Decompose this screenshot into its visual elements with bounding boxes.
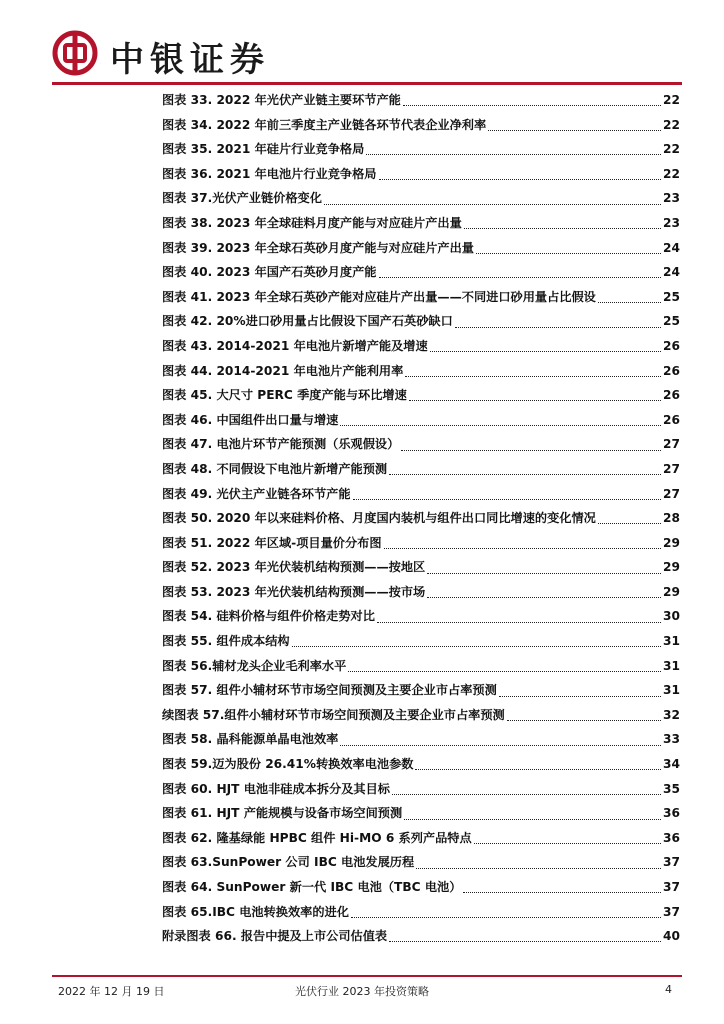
toc-entry-title: 图表 43. 2014-2021 年电池片新增产能及增速: [162, 338, 428, 353]
toc-entry-page: 26: [663, 338, 680, 353]
toc-entry-page: 32: [663, 707, 680, 722]
toc-dot-leader: [379, 276, 662, 278]
toc-entry-title: 图表 60. HJT 电池非硅成本拆分及其目标: [162, 781, 390, 796]
toc-entry-page: 31: [663, 658, 680, 673]
toc-dot-leader: [340, 424, 661, 426]
toc-dot-leader: [340, 744, 661, 746]
footer-divider: [52, 975, 682, 977]
toc-entry-title: 图表 41. 2023 年全球石英砂产能对应硅片产出量——不同进口砂用量占比假设: [162, 289, 596, 304]
toc-entry-page: 22: [663, 93, 680, 107]
toc-entry-title: 附录图表 66. 报告中提及上市公司估值表: [162, 929, 388, 944]
toc-entry-title: 图表 62. 隆基绿能 HPBC 组件 Hi-MO 6 系列产品特点: [162, 830, 472, 845]
toc-entry[interactable]: [162, 900, 680, 925]
toc-entry[interactable]: [162, 875, 680, 900]
toc-entry[interactable]: [162, 236, 680, 261]
toc-entry-title: 图表 61. HJT 产能规模与设备市场空间预测: [162, 806, 403, 821]
toc-dot-leader: [430, 350, 661, 352]
toc-dot-leader: [598, 301, 661, 303]
toc-entry-page: 27: [663, 437, 680, 452]
toc-entry[interactable]: [162, 137, 680, 162]
toc-entry-title: 图表 44. 2014-2021 年电池片产能利用率: [162, 363, 404, 378]
toc-entry-page: 27: [663, 461, 680, 476]
toc-entry-page: 29: [663, 535, 680, 550]
toc-dot-leader: [405, 375, 661, 377]
toc-entry[interactable]: [162, 186, 680, 211]
toc-dot-leader: [384, 547, 661, 549]
footer-page-number: 4: [665, 983, 672, 996]
toc-entry-title: 图表 59.迈为股份 26.41%转换效率电池参数: [162, 757, 414, 772]
footer-document-title: 光伏行业 2023 年投资策略: [295, 985, 429, 998]
toc-entry-title: 图表 45. 大尺寸 PERC 季度产能与环比增速: [162, 388, 407, 403]
toc-dot-leader: [351, 916, 661, 918]
toc-entry-page: 33: [663, 732, 680, 747]
toc-entry[interactable]: [162, 924, 680, 949]
toc-entry[interactable]: [162, 383, 680, 408]
footer-date: 2022 年 12 月 19 日: [58, 985, 165, 998]
toc-entry-title: 图表 52. 2023 年光伏装机结构预测——按地区: [162, 560, 426, 575]
toc-dot-leader: [488, 129, 661, 131]
toc-entry[interactable]: [162, 334, 680, 359]
toc-entry-title: 图表 57. 组件小辅材环节市场空间预测及主要企业市占率预测: [162, 683, 497, 698]
toc-dot-leader: [464, 227, 661, 229]
toc-entry-title: 图表 48. 不同假设下电池片新增产能预测: [162, 461, 388, 476]
toc-entry[interactable]: [162, 506, 680, 531]
toc-entry-title: 图表 55. 组件成本结构: [162, 634, 290, 649]
toc-entry[interactable]: [162, 211, 680, 236]
toc-entry-title: 图表 36. 2021 年电池片行业竞争格局: [162, 166, 377, 181]
toc-entry-page: 28: [663, 511, 680, 526]
toc-entry[interactable]: [162, 408, 680, 433]
toc-entry-page: 24: [663, 240, 680, 255]
toc-dot-leader: [348, 670, 661, 672]
toc-entry[interactable]: [162, 826, 680, 851]
toc-entry-title: 图表 65.IBC 电池转换效率的进化: [162, 904, 349, 919]
toc-entry[interactable]: [162, 531, 680, 556]
toc-dot-leader: [389, 473, 661, 475]
page-header: [52, 30, 672, 80]
toc-entry[interactable]: [162, 752, 680, 777]
toc-entry-page: 29: [663, 584, 680, 599]
toc-entry-page: 26: [663, 412, 680, 427]
toc-entry[interactable]: [162, 457, 680, 482]
toc-entry-page: 23: [663, 215, 680, 230]
toc-dot-leader: [427, 572, 661, 574]
toc-entry-title: 图表 34. 2022 年前三季度主产业链各环节代表企业净利率: [162, 117, 487, 132]
toc-dot-leader: [499, 695, 661, 697]
toc-entry[interactable]: [162, 482, 680, 507]
toc-entry[interactable]: [162, 285, 680, 310]
toc-entry-page: 26: [663, 363, 680, 378]
toc-dot-leader: [389, 940, 661, 942]
toc-entry-page: 31: [663, 634, 680, 649]
toc-dot-leader: [379, 178, 662, 180]
toc-entry[interactable]: [162, 678, 680, 703]
bank-of-china-logo-icon: [52, 30, 98, 76]
toc-entry[interactable]: [162, 432, 680, 457]
table-of-figures: [162, 88, 680, 949]
toc-entry-page: 35: [663, 781, 680, 796]
toc-entry[interactable]: [162, 654, 680, 679]
toc-entry-title: 图表 39. 2023 年全球石英砂月度产能与对应硅片产出量: [162, 240, 474, 255]
toc-dot-leader: [476, 252, 661, 254]
toc-entry-page: 22: [663, 142, 680, 157]
toc-dot-leader: [353, 498, 662, 500]
brand-name: 中银证券: [110, 40, 270, 80]
toc-dot-leader: [292, 645, 661, 647]
toc-entry-page: 25: [663, 314, 680, 329]
toc-entry-title: 图表 33. 2022 年光伏产业链主要环节产能: [162, 93, 401, 107]
toc-entry-page: 40: [663, 929, 680, 944]
toc-dot-leader: [401, 449, 661, 451]
toc-entry-page: 37: [663, 880, 680, 894]
toc-dot-leader: [324, 203, 661, 205]
toc-entry-title: 图表 40. 2023 年国产石英砂月度产能: [162, 265, 377, 280]
toc-dot-leader: [427, 596, 661, 598]
toc-entry[interactable]: [162, 88, 680, 113]
toc-dot-leader: [455, 326, 661, 328]
toc-entry[interactable]: [162, 359, 680, 384]
toc-entry-page: 29: [663, 560, 680, 575]
toc-entry-title: 图表 47. 电池片环节产能预测（乐观假设）: [162, 437, 400, 452]
toc-entry-page: 22: [663, 166, 680, 181]
toc-entry[interactable]: [162, 260, 680, 285]
toc-entry-title: 图表 56.辅材龙头企业毛利率水平: [162, 658, 347, 673]
toc-dot-leader: [403, 104, 661, 106]
toc-entry-title: 图表 64. SunPower 新一代 IBC 电池（TBC 电池）: [162, 880, 462, 894]
toc-entry[interactable]: [162, 850, 680, 875]
toc-entry-page: 31: [663, 683, 680, 698]
toc-dot-leader: [404, 818, 661, 820]
toc-entry[interactable]: [162, 309, 680, 334]
toc-entry-title: 图表 38. 2023 年全球硅料月度产能与对应硅片产出量: [162, 215, 462, 230]
toc-dot-leader: [377, 621, 661, 623]
toc-entry-title: 图表 50. 2020 年以来硅料价格、月度国内装机与组件出口同比增速的变化情况: [162, 511, 596, 526]
toc-entry-page: 24: [663, 265, 680, 280]
toc-entry-title: 图表 35. 2021 年硅片行业竞争格局: [162, 142, 365, 157]
toc-entry[interactable]: [162, 113, 680, 138]
toc-entry[interactable]: [162, 727, 680, 752]
toc-entry-page: 37: [663, 855, 680, 870]
toc-entry[interactable]: [162, 629, 680, 654]
toc-entry-page: 36: [663, 806, 680, 821]
toc-dot-leader: [507, 719, 661, 721]
toc-entry-title: 续图表 57.组件小辅材环节市场空间预测及主要企业市占率预测: [162, 707, 505, 722]
toc-entry[interactable]: [162, 162, 680, 187]
toc-entry-title: 图表 49. 光伏主产业链各环节产能: [162, 486, 351, 501]
toc-dot-leader: [463, 891, 661, 893]
toc-entry-page: 23: [663, 191, 680, 206]
toc-entry[interactable]: [162, 555, 680, 580]
toc-entry-page: 37: [663, 904, 680, 919]
toc-entry-title: 图表 63.SunPower 公司 IBC 电池发展历程: [162, 855, 415, 870]
toc-dot-leader: [474, 842, 661, 844]
toc-entry-title: 图表 54. 硅料价格与组件价格走势对比: [162, 609, 375, 624]
header-divider: [52, 82, 682, 85]
toc-entry-title: 图表 46. 中国组件出口量与增速: [162, 412, 339, 427]
toc-entry-page: 27: [663, 486, 680, 501]
toc-entry-title: 图表 51. 2022 年区域-项目量价分布图: [162, 535, 382, 550]
toc-dot-leader: [392, 793, 661, 795]
toc-dot-leader: [366, 153, 661, 155]
toc-entry-title: 图表 58. 晶科能源单晶电池效率: [162, 732, 339, 747]
toc-dot-leader: [598, 522, 661, 524]
toc-entry-title: 图表 42. 20%进口砂用量占比假设下国产石英砂缺口: [162, 314, 453, 329]
toc-entry-page: 36: [663, 830, 680, 845]
toc-entry-page: 34: [663, 757, 680, 772]
toc-dot-leader: [409, 399, 661, 401]
toc-entry-page: 30: [663, 609, 680, 624]
toc-entry-page: 25: [663, 289, 680, 304]
toc-dot-leader: [416, 867, 661, 869]
toc-dot-leader: [415, 768, 661, 770]
toc-entry-title: 图表 37.光伏产业链价格变化: [162, 191, 322, 206]
toc-entry[interactable]: [162, 604, 680, 629]
toc-entry-page: 26: [663, 388, 680, 403]
toc-entry[interactable]: [162, 777, 680, 802]
toc-entry[interactable]: [162, 801, 680, 826]
toc-entry-page: 22: [663, 117, 680, 132]
toc-entry-title: 图表 53. 2023 年光伏装机结构预测——按市场: [162, 584, 426, 599]
toc-entry[interactable]: [162, 580, 680, 605]
toc-entry[interactable]: [162, 703, 680, 728]
